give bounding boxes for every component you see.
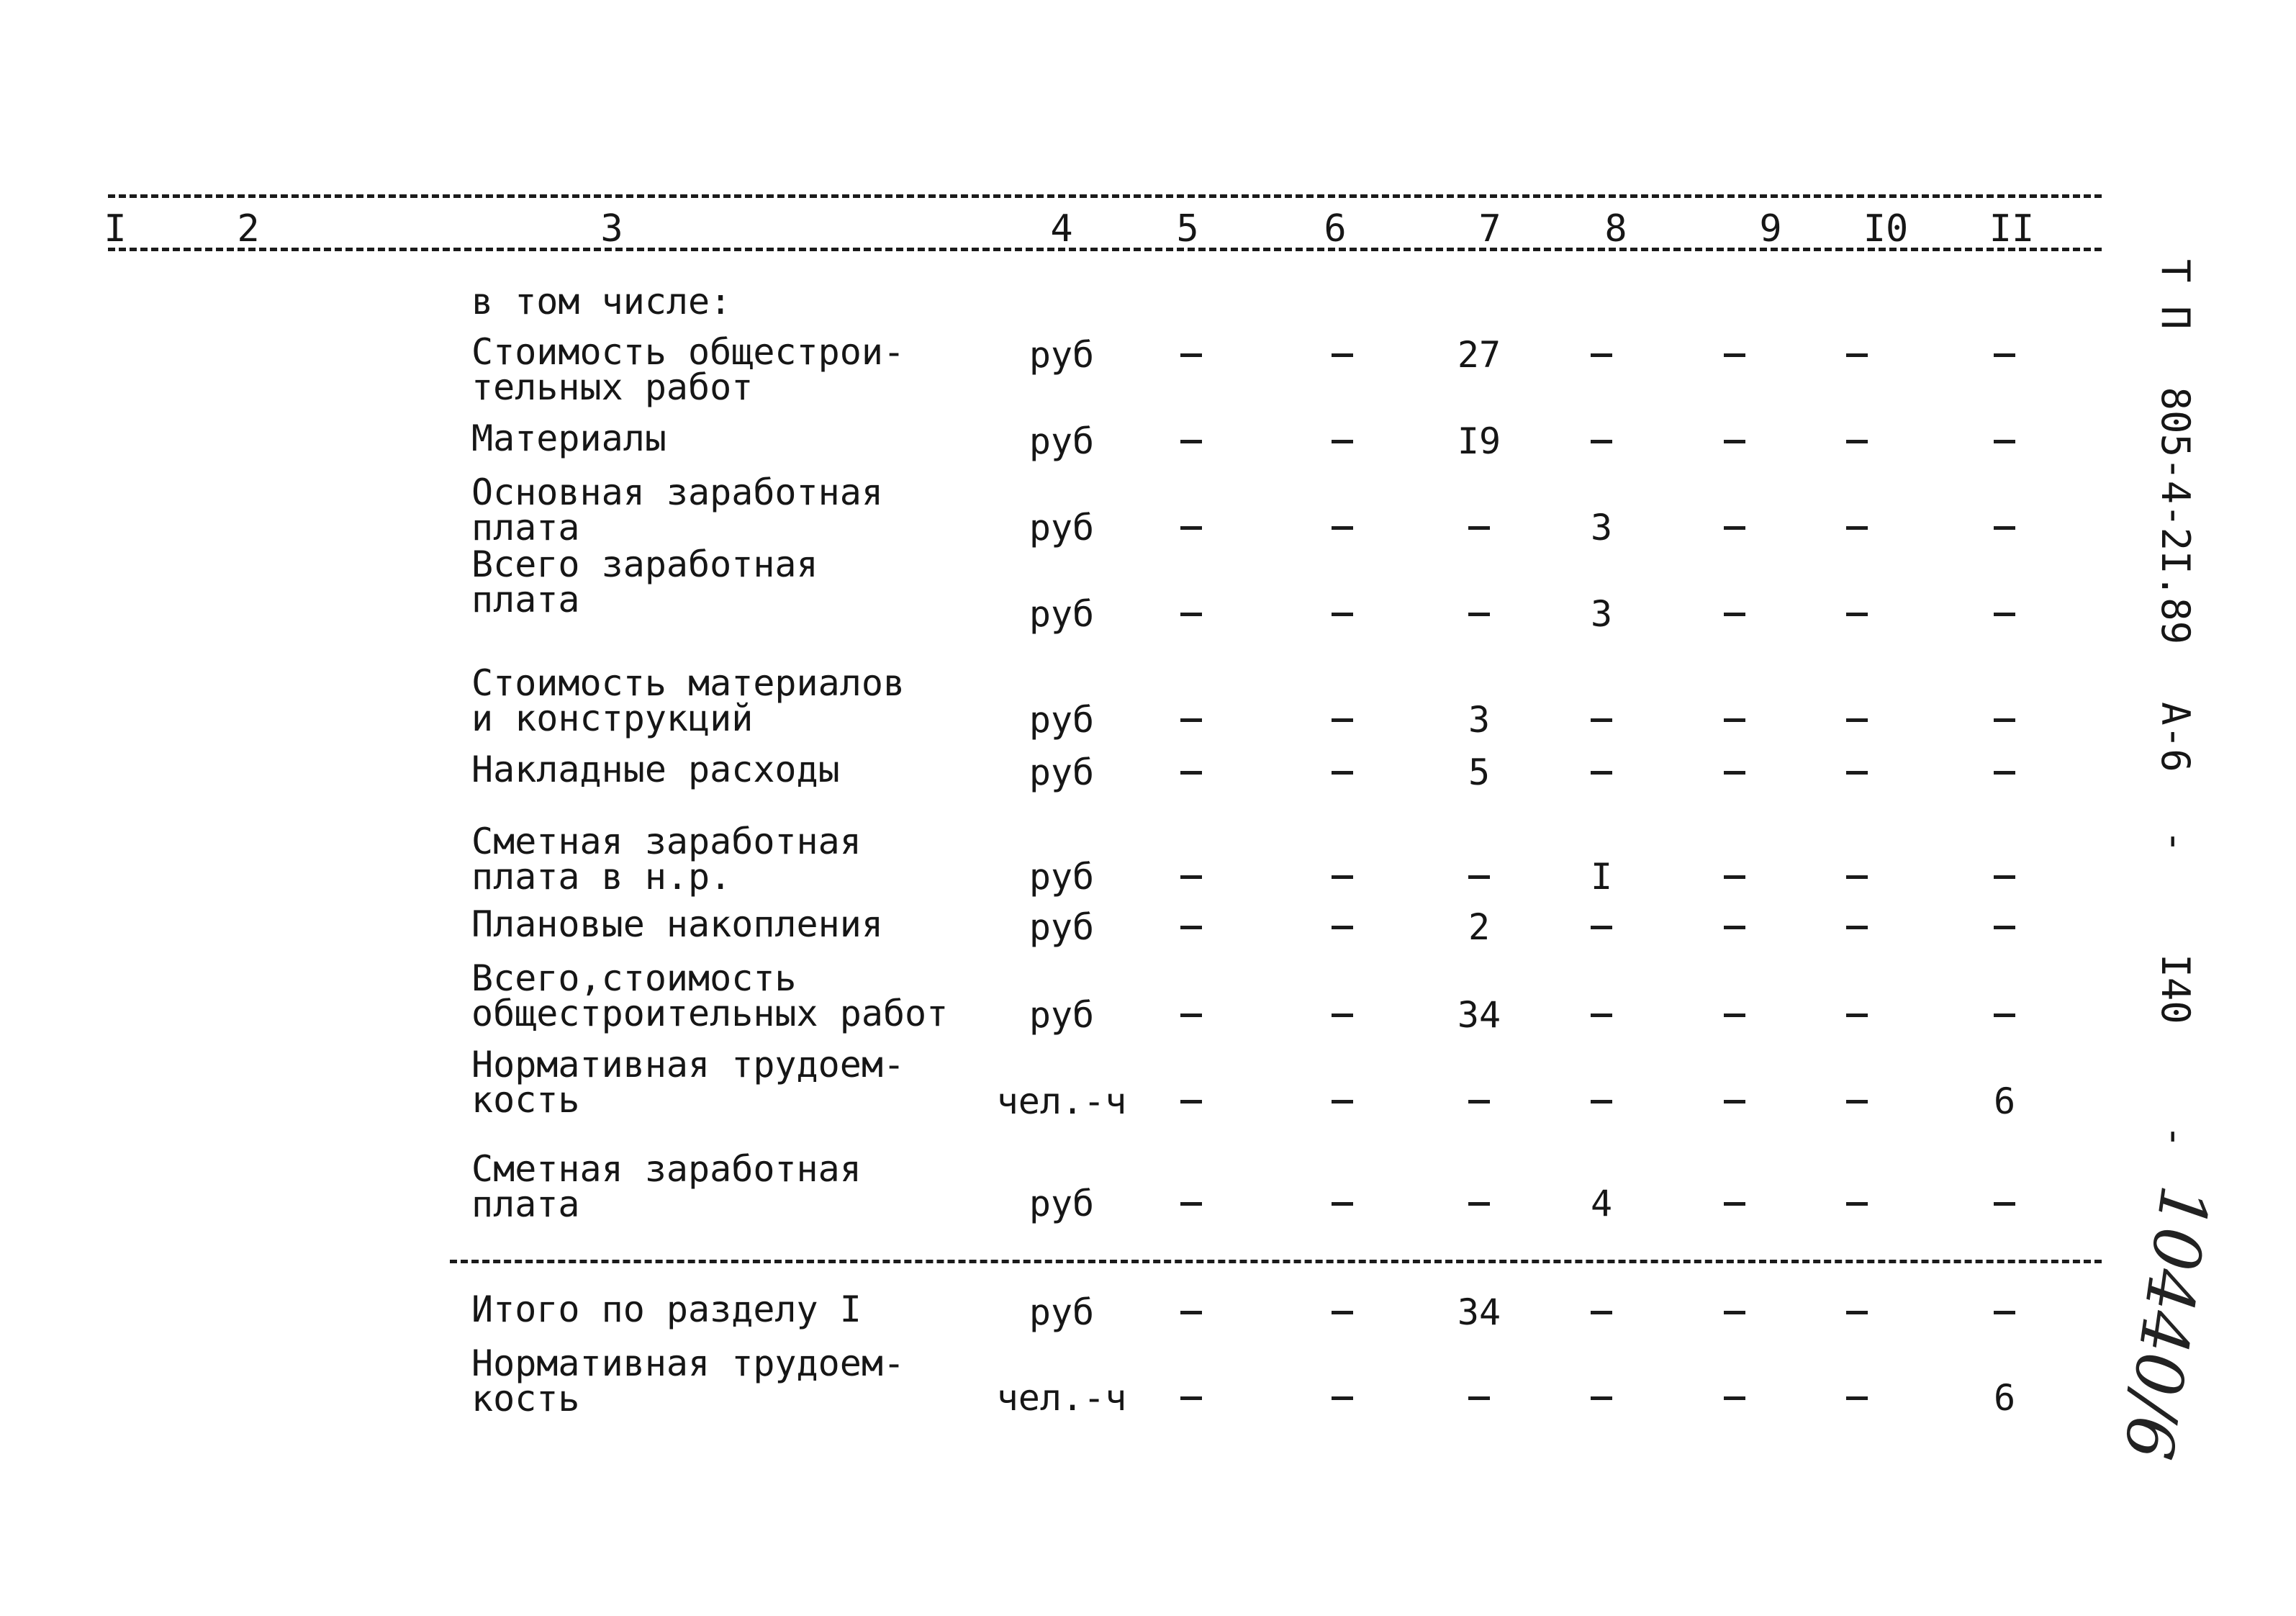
empty-value-dash xyxy=(1180,526,1202,530)
empty-value-dash xyxy=(1332,1014,1353,1017)
row-description: Стоимость общестрои- тельных работ xyxy=(471,331,905,408)
empty-value-dash xyxy=(1332,353,1353,357)
empty-value-dash xyxy=(1846,526,1868,530)
empty-value-dash xyxy=(1591,353,1612,357)
unit-cell: руб xyxy=(1029,906,1095,948)
row-description: Плановые накопления xyxy=(471,903,883,945)
empty-value-dash xyxy=(1846,1014,1868,1017)
empty-value-dash xyxy=(1180,353,1202,357)
row-description: Накладные расходы xyxy=(471,749,840,790)
empty-value-dash xyxy=(1591,1100,1612,1103)
value-cell: 4 xyxy=(1590,1183,1613,1224)
unit-cell: руб xyxy=(1029,593,1095,635)
header-bottom-rule xyxy=(108,248,2102,251)
value-cell: 27 xyxy=(1457,334,1501,376)
row-description: Сметная заработная плата в н.р. xyxy=(471,821,862,898)
empty-value-dash xyxy=(1994,526,2015,530)
unit-cell: руб xyxy=(1029,856,1095,898)
value-cell: 3 xyxy=(1468,699,1491,741)
column-header-9: 9 xyxy=(1759,207,1782,250)
empty-value-dash xyxy=(1994,771,2015,775)
empty-value-dash xyxy=(1724,1014,1745,1017)
empty-value-dash xyxy=(1846,718,1868,722)
empty-value-dash xyxy=(1468,526,1490,530)
empty-value-dash xyxy=(1591,1311,1612,1314)
empty-value-dash xyxy=(1591,440,1612,443)
empty-value-dash xyxy=(1332,771,1353,775)
separator-1: - xyxy=(2153,829,2198,854)
empty-value-dash xyxy=(1724,1311,1745,1314)
separator-2: - xyxy=(2153,1124,2198,1149)
column-header-2: 2 xyxy=(237,207,260,250)
column-header-10: I0 xyxy=(1863,207,1909,250)
empty-value-dash xyxy=(1846,771,1868,775)
row-description: в том числе: xyxy=(471,281,732,322)
empty-value-dash xyxy=(1724,875,1745,879)
empty-value-dash xyxy=(1332,526,1353,530)
empty-value-dash xyxy=(1591,1396,1612,1400)
series-code: Т П xyxy=(2153,259,2198,330)
value-cell: I9 xyxy=(1457,420,1501,462)
empty-value-dash xyxy=(1994,1202,2015,1206)
empty-value-dash xyxy=(1846,1396,1868,1400)
value-cell: 6 xyxy=(1993,1080,2016,1122)
unit-cell: руб xyxy=(1029,1183,1095,1224)
empty-value-dash xyxy=(1724,1202,1745,1206)
empty-value-dash xyxy=(1724,613,1745,616)
empty-value-dash xyxy=(1468,1396,1490,1400)
empty-value-dash xyxy=(1180,771,1202,775)
empty-value-dash xyxy=(1994,718,2015,722)
empty-value-dash xyxy=(1724,1100,1745,1103)
empty-value-dash xyxy=(1591,771,1612,775)
column-header-5: 5 xyxy=(1176,207,1199,250)
unit-cell: чел.-ч xyxy=(996,1377,1127,1419)
value-cell: 5 xyxy=(1468,751,1491,793)
empty-value-dash xyxy=(1724,526,1745,530)
empty-value-dash xyxy=(1180,613,1202,616)
project-number: 805-4-2I.89 xyxy=(2153,387,2198,645)
album-number: А-6 xyxy=(2153,702,2198,772)
row-description: Материалы xyxy=(471,417,666,459)
empty-value-dash xyxy=(1591,718,1612,722)
handwritten-number: 10440/6 xyxy=(2108,1181,2223,1465)
column-header-4: 4 xyxy=(1050,207,1073,250)
empty-value-dash xyxy=(1468,613,1490,616)
empty-value-dash xyxy=(1180,1396,1202,1400)
row-description: Сметная заработная плата xyxy=(471,1148,862,1225)
row-description: Итого по разделу I xyxy=(471,1288,862,1330)
empty-value-dash xyxy=(1332,718,1353,722)
empty-value-dash xyxy=(1846,1202,1868,1206)
empty-value-dash xyxy=(1724,1396,1745,1400)
value-cell: 34 xyxy=(1457,994,1501,1036)
empty-value-dash xyxy=(1332,1311,1353,1314)
empty-value-dash xyxy=(1332,1396,1353,1400)
empty-value-dash xyxy=(1994,613,2015,616)
empty-value-dash xyxy=(1591,926,1612,929)
document-side-code xyxy=(2153,259,2197,1206)
empty-value-dash xyxy=(1180,1100,1202,1103)
empty-value-dash xyxy=(1332,1100,1353,1103)
empty-value-dash xyxy=(1846,926,1868,929)
empty-value-dash xyxy=(1724,926,1745,929)
value-cell: 34 xyxy=(1457,1291,1501,1333)
column-header-1: I xyxy=(104,207,127,250)
empty-value-dash xyxy=(1994,353,2015,357)
unit-cell: руб xyxy=(1029,751,1095,793)
column-header-8: 8 xyxy=(1604,207,1627,250)
row-description: Стоимость материалов и конструкций xyxy=(471,662,905,739)
empty-value-dash xyxy=(1180,926,1202,929)
empty-value-dash xyxy=(1994,440,2015,443)
header-top-rule xyxy=(108,194,2102,198)
unit-cell: руб xyxy=(1029,507,1095,549)
column-header-6: 6 xyxy=(1324,207,1347,250)
empty-value-dash xyxy=(1846,875,1868,879)
empty-value-dash xyxy=(1846,440,1868,443)
column-header-7: 7 xyxy=(1478,207,1501,250)
empty-value-dash xyxy=(1180,875,1202,879)
row-description: Всего,стоимость общестроительных работ xyxy=(471,957,949,1034)
empty-value-dash xyxy=(1180,718,1202,722)
unit-cell: чел.-ч xyxy=(996,1080,1127,1122)
empty-value-dash xyxy=(1591,1014,1612,1017)
empty-value-dash xyxy=(1724,771,1745,775)
empty-value-dash xyxy=(1846,613,1868,616)
column-header-3: 3 xyxy=(600,207,623,250)
empty-value-dash xyxy=(1332,875,1353,879)
empty-value-dash xyxy=(1468,1202,1490,1206)
empty-value-dash xyxy=(1846,1311,1868,1314)
empty-value-dash xyxy=(1180,1311,1202,1314)
row-description: Нормативная трудоем- кость xyxy=(471,1044,905,1121)
empty-value-dash xyxy=(1332,613,1353,616)
empty-value-dash xyxy=(1332,440,1353,443)
empty-value-dash xyxy=(1468,1100,1490,1103)
empty-value-dash xyxy=(1724,353,1745,357)
empty-value-dash xyxy=(1724,440,1745,443)
value-cell: I xyxy=(1590,856,1613,898)
unit-cell: руб xyxy=(1029,420,1095,462)
empty-value-dash xyxy=(1994,1014,2015,1017)
value-cell: 2 xyxy=(1468,906,1491,948)
empty-value-dash xyxy=(1994,1311,2015,1314)
empty-value-dash xyxy=(1180,440,1202,443)
value-cell: 6 xyxy=(1993,1377,2016,1419)
empty-value-dash xyxy=(1468,875,1490,879)
empty-value-dash xyxy=(1994,926,2015,929)
empty-value-dash xyxy=(1332,926,1353,929)
value-cell: 3 xyxy=(1590,593,1613,635)
empty-value-dash xyxy=(1724,718,1745,722)
empty-value-dash xyxy=(1180,1202,1202,1206)
unit-cell: руб xyxy=(1029,699,1095,741)
empty-value-dash xyxy=(1180,1014,1202,1017)
empty-value-dash xyxy=(1332,1202,1353,1206)
unit-cell: руб xyxy=(1029,1291,1095,1333)
row-description: Всего заработная плата xyxy=(471,543,818,620)
value-cell: 3 xyxy=(1590,507,1613,549)
unit-cell: руб xyxy=(1029,994,1095,1036)
totals-separator-rule xyxy=(450,1260,2102,1263)
column-header-11: II xyxy=(1989,207,2035,250)
row-description: Основная заработная плата xyxy=(471,471,883,549)
page-number: I40 xyxy=(2153,954,2198,1024)
empty-value-dash xyxy=(1846,353,1868,357)
empty-value-dash xyxy=(1994,875,2015,879)
unit-cell: руб xyxy=(1029,334,1095,376)
empty-value-dash xyxy=(1846,1100,1868,1103)
row-description: Нормативная трудоем- кость xyxy=(471,1342,905,1419)
